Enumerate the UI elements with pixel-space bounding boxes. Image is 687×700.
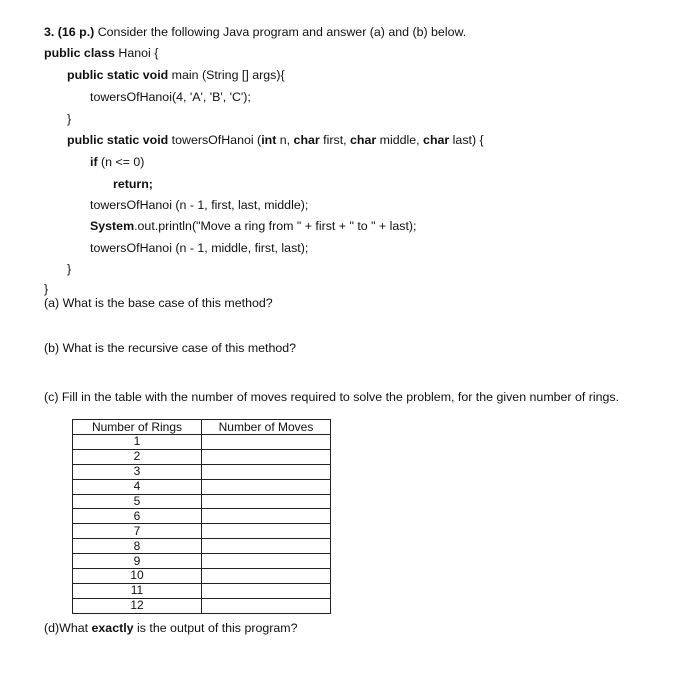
rings-cell: 10 bbox=[73, 569, 202, 584]
code-line-method-close: } bbox=[67, 262, 72, 276]
table-row bbox=[73, 494, 331, 509]
moves-answer-cell[interactable] bbox=[202, 494, 331, 509]
code-line-recursive-call-2: towersOfHanoi (n - 1, middle, first, last); bbox=[90, 241, 309, 255]
keyword: char bbox=[350, 133, 377, 147]
moves-answer-cell[interactable] bbox=[202, 435, 331, 450]
keyword: System bbox=[90, 219, 135, 233]
table-row bbox=[73, 569, 331, 584]
table-row bbox=[73, 449, 331, 464]
code-text: (n <= 0) bbox=[97, 155, 145, 169]
code-text: last) { bbox=[449, 133, 484, 147]
question-intro: Consider the following Java program and answer (a) and (b) below. bbox=[94, 25, 467, 39]
rings-cell: 11 bbox=[73, 583, 202, 598]
moves-answer-cell[interactable] bbox=[202, 539, 331, 554]
part-a-question: (a) What is the base case of this method? bbox=[44, 296, 273, 310]
part-d-emphasis: exactly bbox=[91, 621, 134, 635]
table-header-row bbox=[73, 420, 331, 435]
rings-cell: 8 bbox=[73, 539, 202, 554]
header-number-of-moves: Number of Moves bbox=[202, 420, 331, 435]
code-text: n, bbox=[276, 133, 294, 147]
keyword: public class bbox=[44, 46, 115, 60]
table-row bbox=[73, 509, 331, 524]
code-line-println bbox=[90, 219, 416, 234]
code-line-main-call: towersOfHanoi(4, 'A', 'B', 'C'); bbox=[90, 90, 251, 104]
code-line-class-decl bbox=[44, 46, 158, 61]
rings-cell: 9 bbox=[73, 554, 202, 569]
code-text: Hanoi { bbox=[114, 46, 159, 60]
header-number-of-rings: Number of Rings bbox=[73, 420, 202, 435]
rings-cell: 4 bbox=[73, 479, 202, 494]
part-b-question: (b) What is the recursive case of this method? bbox=[44, 341, 297, 355]
code-text: middle, bbox=[376, 133, 424, 147]
moves-answer-cell[interactable] bbox=[202, 554, 331, 569]
part-d-suffix: is the output of this program? bbox=[133, 621, 298, 635]
code-text: main (String [] args){ bbox=[168, 68, 285, 82]
rings-cell: 3 bbox=[73, 464, 202, 479]
table-row bbox=[73, 598, 331, 613]
moves-table bbox=[72, 419, 331, 614]
rings-cell: 12 bbox=[73, 598, 202, 613]
code-line-return bbox=[113, 177, 153, 192]
keyword: if bbox=[90, 155, 98, 169]
moves-answer-cell[interactable] bbox=[202, 524, 331, 539]
keyword: return; bbox=[113, 177, 153, 191]
part-c-question: (c) Fill in the table with the number of moves required to solve the problem, for the given number of rings. bbox=[44, 390, 620, 404]
code-line-method-decl bbox=[67, 133, 484, 148]
rings-cell: 6 bbox=[73, 509, 202, 524]
question-header bbox=[44, 25, 466, 40]
moves-answer-cell[interactable] bbox=[202, 569, 331, 584]
part-d-prefix: (d)What bbox=[44, 621, 92, 635]
table-row bbox=[73, 554, 331, 569]
keyword: char bbox=[293, 133, 320, 147]
moves-answer-cell[interactable] bbox=[202, 449, 331, 464]
part-d-question bbox=[44, 621, 297, 636]
keyword: int bbox=[261, 133, 277, 147]
code-text: .out.println("Move a ring from " + first + " to " + last); bbox=[134, 219, 417, 233]
moves-answer-cell[interactable] bbox=[202, 583, 331, 598]
rings-cell: 1 bbox=[73, 435, 202, 450]
code-line-recursive-call-1: towersOfHanoi (n - 1, first, last, middle); bbox=[90, 198, 309, 212]
code-line-main-close: } bbox=[67, 112, 72, 126]
moves-answer-cell[interactable] bbox=[202, 479, 331, 494]
code-line-if bbox=[90, 155, 144, 170]
rings-cell: 2 bbox=[73, 449, 202, 464]
code-text: first, bbox=[319, 133, 351, 147]
moves-answer-cell[interactable] bbox=[202, 598, 331, 613]
rings-cell: 5 bbox=[73, 494, 202, 509]
table-row bbox=[73, 435, 331, 450]
table-row bbox=[73, 479, 331, 494]
table-row bbox=[73, 539, 331, 554]
rings-cell: 7 bbox=[73, 524, 202, 539]
keyword: char bbox=[423, 133, 450, 147]
question-number: 3. (16 p.) bbox=[44, 25, 95, 39]
code-line-main-decl bbox=[67, 68, 285, 83]
table-row bbox=[73, 524, 331, 539]
moves-answer-cell[interactable] bbox=[202, 464, 331, 479]
code-text: towersOfHanoi ( bbox=[168, 133, 262, 147]
keyword: public static void bbox=[67, 133, 169, 147]
code-line-class-close: } bbox=[44, 282, 49, 296]
keyword: public static void bbox=[67, 68, 169, 82]
moves-answer-cell[interactable] bbox=[202, 509, 331, 524]
table-row bbox=[73, 464, 331, 479]
table-row bbox=[73, 583, 331, 598]
